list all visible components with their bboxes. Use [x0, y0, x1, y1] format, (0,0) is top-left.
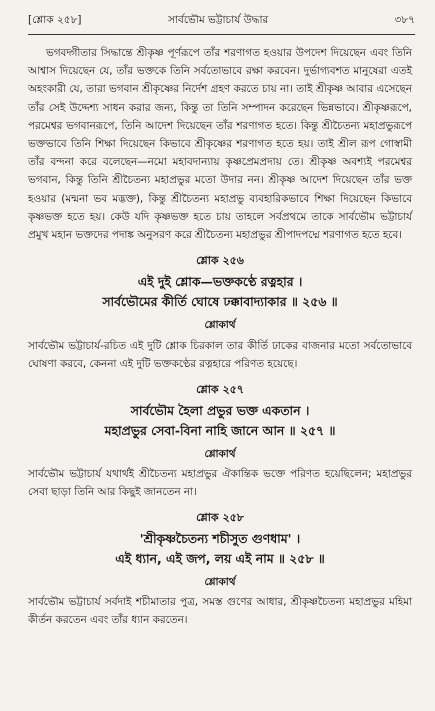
page-number: ৩৮৭ [394, 14, 415, 26]
header-verse-ref: [শ্লোক ২৫৮] [28, 14, 82, 26]
translation-line: সার্বভৌম ভট্টাচার্য যথার্থই শ্রীচৈতন্য মহাপ্রভুর ঐকান্তিক ভক্তে পরিণত হয়েছিলেন; [28, 468, 372, 481]
verse-number: শ্লোক ২৫৭ [196, 382, 244, 396]
translation-text [28, 465, 412, 501]
verse-block-256 [28, 252, 412, 372]
purport-line: করে বলেছেন—নমো মহাবদান্যায় কৃষ্ণপ্রেমপ্রদায় তে। শ্রীকৃষ্ণ অবশ্যই পরমেশ্বর ভগবান, [28, 156, 413, 187]
purport-line: তিনি সম্পাদন করেছেন ভিন্নভাবে। শ্রীকৃষ্ণরূপে, পরমেশ্বর ভগবানরূপে, তিনি আদেশ [28, 101, 412, 132]
verse-block-257 [28, 381, 412, 501]
page-body [28, 44, 412, 629]
verse-number: শ্লোক ২৫৬ [196, 254, 244, 268]
purport-line: এবং তিনি আশ্বাস দিয়েছেন যে, তাঁর ভক্তকে তিনি সর্বতোভাবে রক্ষা করবেন। [28, 47, 412, 78]
translation-line: সার্বভৌম ভট্টাচার্য সর্বদাই শচীমাতার পুত্র, সমস্ত গুণের আধার, শ্রীকৃষ্ণচৈতন্য মহাপ্রভুর [28, 596, 385, 609]
translation-line: মহিমা কীর্তন করতেন এবং তাঁর ধ্যান করতেন। [28, 596, 412, 627]
verse-line: এই দুই শ্লোক—ভক্তকণ্ঠে রত্নহার । [137, 274, 303, 290]
verse-block-258 [28, 509, 412, 629]
purport-line: সার্বভৌম ভট্টাচার্য প্রমুখ মহান ভক্তদের পদাঙ্ক অনুসরণ করে শ্রীচৈতন্য মহাপ্রভুর [28, 210, 412, 242]
purport-line: ভগবদ্গীতার সিদ্ধান্তে শ্রীকৃষ্ণ পূর্ণরূপে তাঁর শরণাগত হওয়ার উপদেশ দিয়েছেন [46, 47, 366, 59]
page-header [28, 10, 415, 35]
verse-line: 'শ্রীকৃষ্ণচৈতন্য শচীসুত গুণধাম' । [139, 531, 301, 547]
translation-text [28, 337, 412, 373]
translation-label: শ্লোকার্থ [204, 447, 236, 460]
header-chapter-title: সার্বভৌম ভট্টাচার্য উদ্ধার [168, 14, 269, 26]
translation-line: সর্বতোভাবে ঘোষণা করবে, কেননা এই দুটি ভক্তকণ্ঠের রত্নহারে পরিণত হয়েছে। [28, 339, 412, 370]
purport-line: চায় না। তাই শ্রীকৃষ্ণ আবার এসেছেন তাঁর সেই উদ্দেশ্য সাধন করার জন্য, কিন্তু তা [28, 83, 412, 114]
translation-label: শ্লোকার্থ [204, 576, 236, 589]
translation-text [28, 593, 412, 629]
translation-line: মহাপ্রভুর সেবা ছাড়া তিনি আর কিছুই জানতেন না। [28, 468, 412, 499]
purport-line: কিভাবে কৃষ্ণভক্ত হতে হয়। কেউ যদি কৃষ্ণভক্ত হতে চায় তাহলে সর্বপ্রথমে তাকে [28, 192, 412, 223]
purport-line: হওয়ার (মন্মনা ভব মদ্ভক্ত), কিন্তু শ্রীচৈতন্য মহাপ্রভু ব্যবহারিকভাবে শিক্ষা দিয়েছেন [28, 192, 376, 205]
verse-line: এই ধ্যান, এই জপ, লয় এই নাম ॥ ২৫৮ ॥ [115, 551, 325, 567]
verse-number: শ্লোক ২৫৮ [196, 511, 244, 525]
translation-label: শ্লোকার্থ [204, 319, 236, 332]
purport-line: দিয়েছেন তাঁর শরণাগত হতে। কিন্তু শ্রীচৈতন্য মহাপ্রভুরূপে ভক্তভাবে তিনি শিক্ষা [28, 119, 412, 151]
translation-line: সার্বভৌম ভট্টাচার্য-রচিত এই দুটি শ্লোক চিরকাল তার কীর্তি ঢাকের বাজনার মতো [28, 339, 360, 352]
purport-line: কিন্তু তিনি শ্রীচৈতন্য মহাপ্রভুর মতো উদার নন। শ্রীকৃষ্ণ আদেশ দিয়েছেন তাঁর ভক্ত [65, 174, 412, 187]
purport-line: দুর্ভাগ্যবশত মানুষেরা এতই অহংকারী যে, তারা ভগবান শ্রীকৃষ্ণের নির্দেশ গ্রহণ করতে [28, 65, 412, 96]
verse-line: সার্বভৌম হৈলা প্রভুর ভক্ত একতান । [130, 402, 310, 418]
purport-paragraph [28, 44, 412, 244]
purport-line: শ্রীপাদপদ্মে শরণাগত হতে হবে। [274, 229, 402, 242]
verse-line: সার্বভৌমের কীর্তি ঘোষে ঢক্কাবাদ্যাকার ॥ ২৫৬ ॥ [102, 294, 338, 310]
verse-line: মহাপ্রভুর সেবা-বিনা নাহি জানে আন ॥ ২৫৭ ॥ [104, 422, 336, 438]
purport-line: দিয়েছেন কিভাবে শ্রীকৃষ্ণের শরণাগত হতে হয়। তাই শ্রীল রূপ গোস্বামী তাঁর বন্দনা [28, 138, 413, 169]
